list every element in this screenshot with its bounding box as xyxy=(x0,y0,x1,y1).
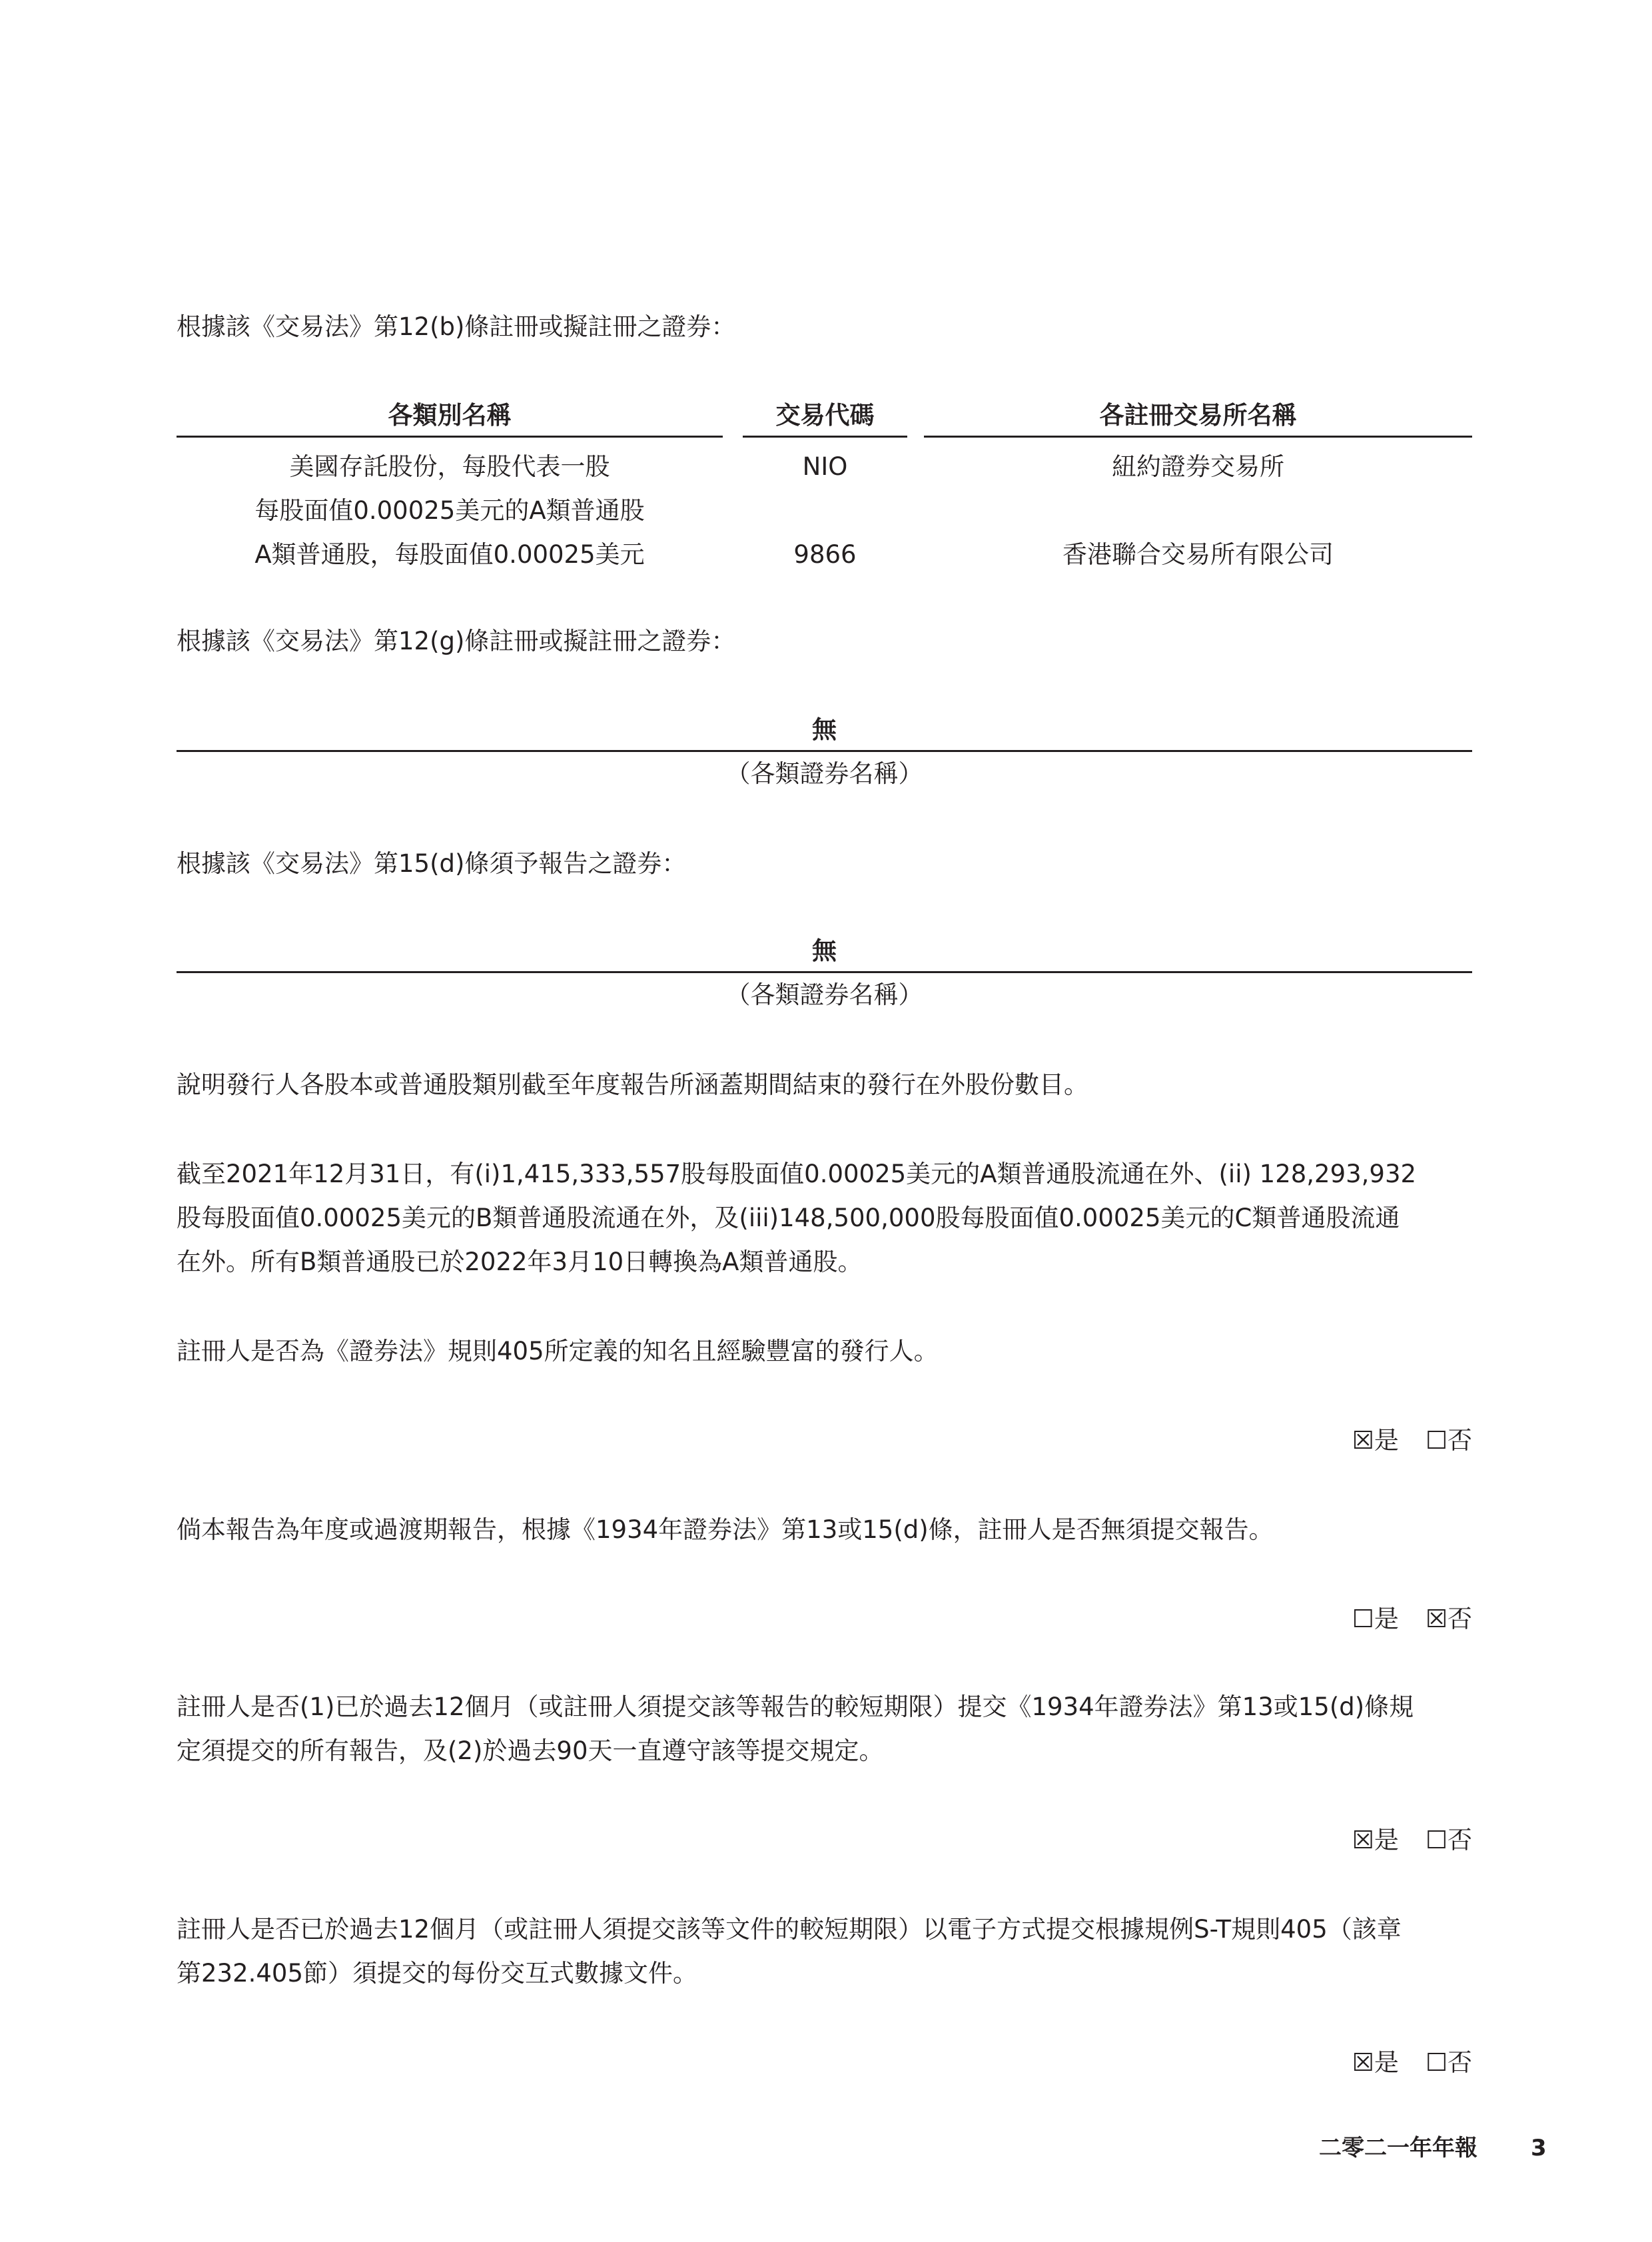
table-cell-class: 美國存託股份，每股代表一股 xyxy=(289,452,610,481)
section-15d xyxy=(177,842,1472,886)
table-cell-exchange: 香港聯合交易所有限公司 xyxy=(1062,540,1334,569)
question-text: 定須提交的所有報告，及(2)於過去90天一直遵守該等提交規定。 xyxy=(177,1736,884,1765)
question-wksi xyxy=(177,1329,1472,1373)
question-not-required-answer xyxy=(1352,1597,1472,1641)
checkbox-yes[interactable]: ☒是 xyxy=(1352,1826,1399,1854)
column-header-exchange: 各註冊交易所名稱 xyxy=(924,396,1472,438)
section-12b-heading: 根據該《交易法》第12(b)條註冊或擬註冊之證券： xyxy=(177,312,736,341)
table-cell-symbol: NIO xyxy=(802,452,848,481)
section-15d-caption: （各類證券名稱） xyxy=(725,980,923,1009)
outstanding-heading-block xyxy=(177,1063,1472,1107)
section-12g-value: 無 xyxy=(177,710,1472,752)
section-15d-heading: 根據該《交易法》第15(d)條須予報告之證券： xyxy=(177,849,687,878)
question-text: 註冊人是否(1)已於過去12個月（或註冊人須提交該等報告的較短期限）提交《1934年證券法》第13或15(d)條規 xyxy=(177,1692,1414,1721)
question-filed-reports-answer xyxy=(1352,1818,1472,1862)
section-12g-value-block xyxy=(177,710,1472,796)
checkbox-yes[interactable]: ☐是 xyxy=(1352,1605,1399,1633)
question-text: 註冊人是否為《證券法》規則405所定義的知名且經驗豐富的發行人。 xyxy=(177,1337,939,1365)
checkbox-yes[interactable]: ☒是 xyxy=(1352,1426,1399,1455)
section-12b xyxy=(177,305,1472,349)
outstanding-heading: 說明發行人各股本或普通股類別截至年度報告所涵蓋期間結束的發行在外股份數目。 xyxy=(177,1070,1088,1099)
securities-table-header xyxy=(177,396,1472,436)
checkbox-yes[interactable]: ☒是 xyxy=(1352,2048,1399,2077)
footer-report-title: 二零二一年年報 xyxy=(1319,2135,1477,2161)
table-cell-symbol: 9866 xyxy=(793,540,857,569)
column-header-class: 各類別名稱 xyxy=(177,396,723,438)
section-15d-value-block xyxy=(177,931,1472,1017)
checkbox-no[interactable]: ☐否 xyxy=(1425,2048,1472,2077)
page-number: 3 xyxy=(1531,2135,1547,2161)
table-cell-exchange: 紐約證券交易所 xyxy=(1112,452,1284,481)
section-12g xyxy=(177,619,1472,663)
question-text: 倘本報告為年度或過渡期報告，根據《1934年證券法》第13或15(d)條，註冊人是否無須提交報告。 xyxy=(177,1515,1274,1544)
outstanding-line: 截至2021年12月31日，有(i)1,415,333,557股每股面值0.00025美元的A類普通股流通在外、(ii) 128,293,932 xyxy=(177,1160,1417,1188)
section-15d-value: 無 xyxy=(177,931,1472,973)
outstanding-line: 在外。所有B類普通股已於2022年3月10日轉換為A類普通股。 xyxy=(177,1248,863,1276)
checkbox-no[interactable]: ☐否 xyxy=(1425,1826,1472,1854)
question-text: 第232.405節）須提交的每份交互式數據文件。 xyxy=(177,1959,698,1988)
table-cell-class: A類普通股，每股面值0.00025美元 xyxy=(254,540,645,569)
question-text: 註冊人是否已於過去12個月（或註冊人須提交該等文件的較短期限）以電子方式提交根據規例S-T規則405（該章 xyxy=(177,1915,1402,1944)
question-interactive-data-answer xyxy=(1352,2041,1472,2085)
column-header-symbol: 交易代碼 xyxy=(743,396,907,438)
checkbox-no[interactable]: ☐否 xyxy=(1425,1426,1472,1455)
section-12g-caption: （各類證券名稱） xyxy=(725,759,923,788)
question-filed-reports xyxy=(177,1685,1472,1773)
outstanding-paragraph xyxy=(177,1152,1472,1284)
checkbox-no[interactable]: ☒否 xyxy=(1425,1605,1472,1633)
question-not-required xyxy=(177,1508,1472,1552)
question-interactive-data xyxy=(177,1908,1472,1996)
outstanding-line: 股每股面值0.00025美元的B類普通股流通在外，及(iii)148,500,000股每股面值0.00025美元的C類普通股流通 xyxy=(177,1204,1400,1232)
question-wksi-answer xyxy=(1352,1419,1472,1463)
section-12g-heading: 根據該《交易法》第12(g)條註冊或擬註冊之證券： xyxy=(177,627,736,655)
table-cell-class: 每股面值0.00025美元的A類普通股 xyxy=(254,496,645,525)
